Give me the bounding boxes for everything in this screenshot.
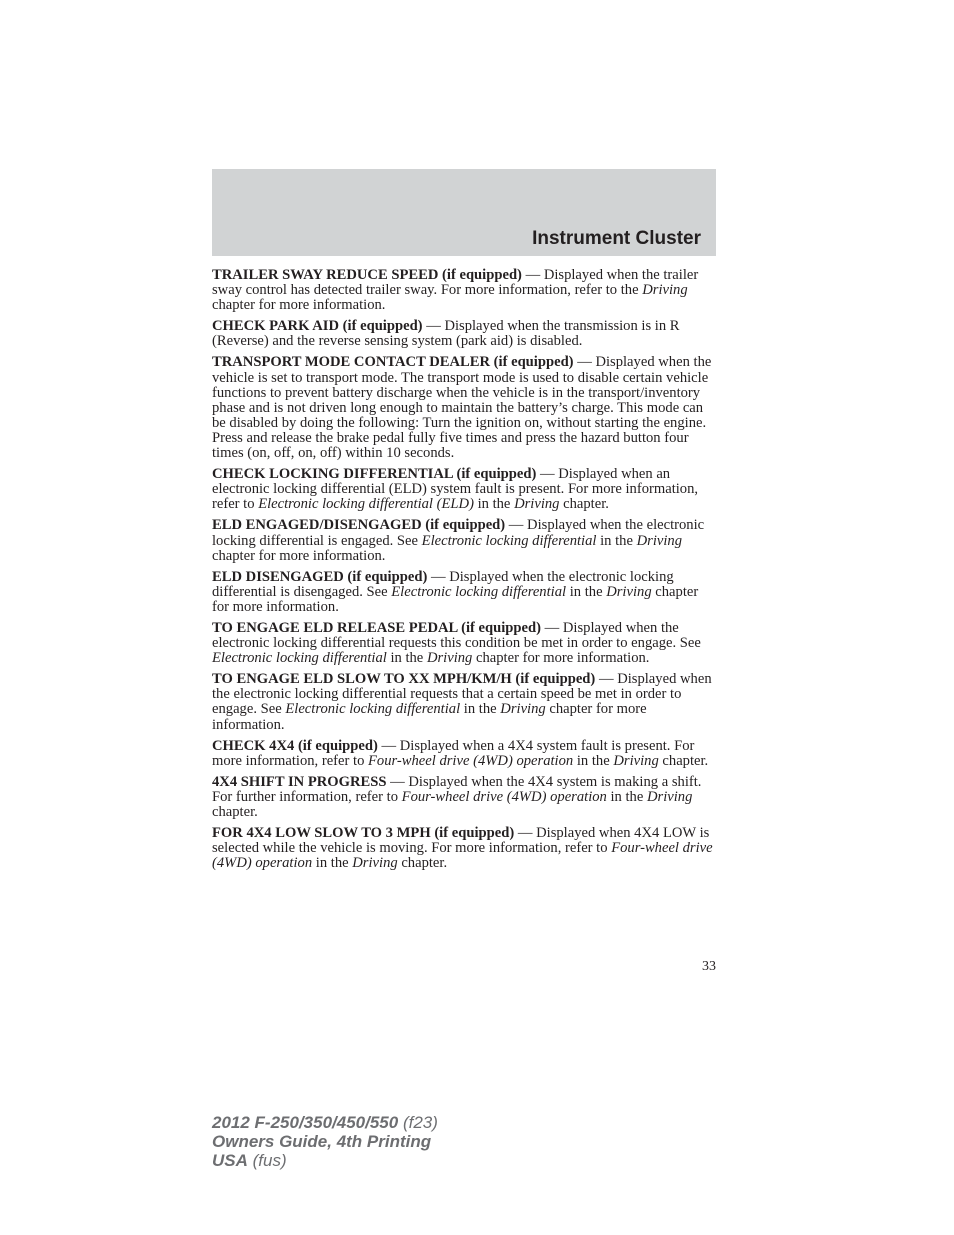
footer-market: USA	[212, 1151, 248, 1170]
message-entry	[212, 319, 716, 349]
message-description: chapter for more information.	[212, 701, 647, 733]
cross-reference: Driving	[606, 583, 652, 600]
message-description: chapter for more information.	[212, 297, 386, 314]
message-description: — Displayed when 4X4 LOW is selected while the vehicle is moving. For more information, refer to	[212, 825, 710, 857]
cross-reference: Driving	[636, 532, 683, 549]
page-body	[212, 268, 716, 877]
message-description: — Displayed when the electronic locking differential is disengaged. See	[212, 568, 674, 600]
footer-market-line	[212, 1151, 438, 1170]
message-entry	[212, 621, 716, 666]
message-term: CHECK PARK AID (if equipped)	[212, 318, 423, 335]
message-description: — Displayed when an electronic locking differential (ELD) system fault is present. For more information, refer to	[212, 466, 699, 513]
message-term: CHECK 4X4 (if equipped)	[212, 737, 378, 754]
cross-reference: Electronic locking differential	[421, 532, 597, 549]
cross-reference: Driving	[514, 496, 560, 513]
message-description: in the	[596, 532, 637, 549]
page-number: 33	[702, 959, 716, 974]
document-footer	[212, 1113, 438, 1170]
footer-model: 2012 F-250/350/450/550	[212, 1113, 399, 1132]
message-description: — Displayed when the electronic locking differential requests that a certain speed be met in order to engage. See	[212, 671, 712, 718]
message-description: — Displayed when the trailer sway control has detected trailer sway. For more information, refer to the	[212, 267, 699, 299]
message-description: — Displayed when the 4X4 system is making a shift. For further information, refer to	[212, 773, 702, 805]
cross-reference: Electronic locking differential	[391, 583, 567, 600]
message-description: — Displayed when the vehicle is set to transport mode. The transport mode is used to disable certain vehicle functions to prevent battery discharge when the vehicle is in the transport/inventory phase and is not driven long enough to maintain the battery’s charge. This mode can be disabled by doing the following: Turn the ignition on, without starting the engine. Press and release the brake pedal fully five times and press the hazard button four times (on, off, on, off) within 10 seconds.	[212, 354, 712, 462]
message-term: FOR 4X4 LOW SLOW TO 3 MPH (if equipped)	[212, 825, 515, 842]
cross-reference: Four-wheel drive (4WD) operation	[368, 752, 574, 769]
message-description: in the	[386, 650, 427, 667]
message-description: — Displayed when the electronic locking differential requests this condition be met in order to engage. See	[212, 619, 701, 652]
message-description: in the	[312, 855, 353, 872]
footer-model-code: (f23)	[398, 1113, 438, 1132]
message-description: chapter.	[658, 752, 709, 769]
message-description: chapter for more information.	[472, 650, 650, 667]
footer-guide-line: Owners Guide, 4th Printing	[212, 1132, 432, 1151]
message-term: ELD DISENGAGED (if equipped)	[212, 568, 428, 585]
cross-reference: Driving	[613, 752, 659, 769]
message-description: in the	[566, 583, 607, 600]
cross-reference: Driving	[647, 788, 693, 805]
message-term: ELD ENGAGED/DISENGAGED (if equipped)	[212, 517, 506, 534]
message-description: in the	[460, 701, 501, 718]
message-entry	[212, 672, 716, 732]
message-entry	[212, 739, 716, 769]
message-term: 4X4 SHIFT IN PROGRESS	[212, 773, 387, 790]
message-term: CHECK LOCKING DIFFERENTIAL (if equipped)	[212, 466, 537, 483]
message-description: — Displayed when a 4X4 system fault is present. For more information, refer to	[212, 737, 695, 769]
message-entry	[212, 355, 716, 461]
cross-reference: Driving	[352, 855, 398, 872]
message-description: chapter.	[559, 496, 609, 513]
message-description: chapter for more information.	[212, 547, 386, 564]
message-description: — Displayed when the electronic locking differential is engaged. See	[212, 517, 705, 549]
message-entry	[212, 775, 716, 820]
message-entry	[212, 467, 716, 512]
cross-reference: Driving	[426, 650, 473, 667]
message-entry	[212, 518, 716, 563]
message-entry	[212, 268, 716, 313]
message-entry	[212, 570, 716, 615]
cross-reference: Four-wheel drive (4WD) operation	[401, 788, 607, 805]
message-description: chapter for more information.	[212, 583, 699, 615]
cross-reference: Electronic locking differential	[212, 650, 387, 667]
footer-model-line	[212, 1113, 438, 1132]
message-description: — Displayed when the transmission is in R (Reverse) and the reverse sensing system (park aid) is disabled.	[212, 318, 680, 350]
cross-reference: Driving	[642, 282, 688, 299]
section-title: Instrument Cluster	[532, 228, 701, 249]
message-entry	[212, 826, 716, 871]
cross-reference: Four-wheel drive (4WD) operation	[212, 840, 713, 872]
message-description: chapter.	[397, 855, 448, 872]
cross-reference: Driving	[500, 701, 546, 718]
cross-reference: Electronic locking differential	[285, 701, 461, 718]
section-header-band	[212, 169, 716, 256]
footer-market-code: (fus)	[247, 1151, 287, 1170]
message-term: TO ENGAGE ELD SLOW TO XX MPH/KM/H (if equipped)	[212, 671, 596, 688]
message-description: chapter.	[212, 804, 258, 820]
message-description: in the	[606, 788, 647, 805]
message-term: TO ENGAGE ELD RELEASE PEDAL (if equipped)	[212, 619, 541, 636]
message-term: TRAILER SWAY REDUCE SPEED (if equipped)	[212, 267, 522, 283]
message-description: in the	[473, 496, 515, 513]
cross-reference: Electronic locking differential (ELD)	[258, 496, 474, 513]
message-description: in the	[573, 752, 614, 769]
message-term: TRANSPORT MODE CONTACT DEALER (if equipped)	[212, 354, 574, 371]
